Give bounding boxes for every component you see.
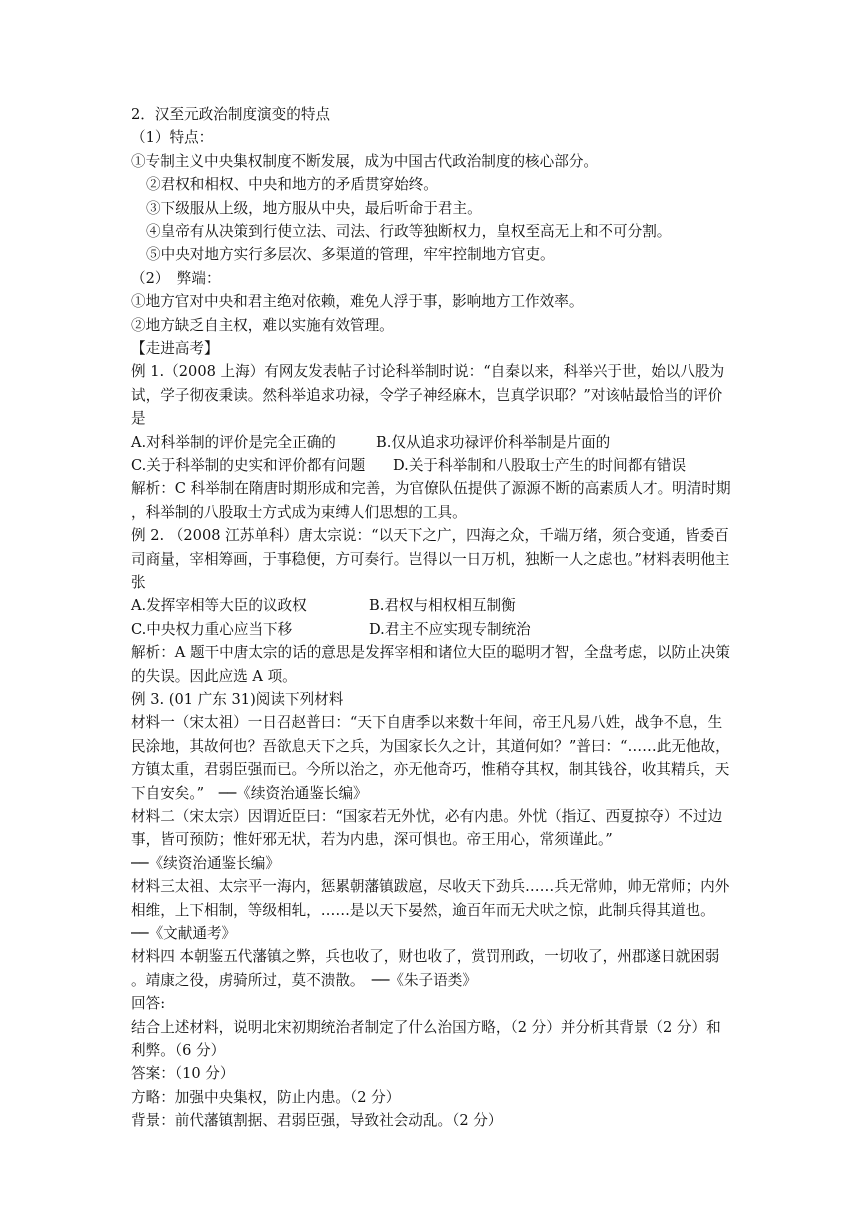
features-heading: （1）特点： [131,129,214,147]
answer-heading: 答案：（10 分） [131,1065,235,1083]
answer-background: 背景：前代藩镇割据、君弱臣强，导致社会动乱。（2 分） [131,1112,503,1130]
example3-question: 结合上述材料，说明北宋初期统治者制定了什么治国方略，（2 分）并分析其背景（2 分）和利弊。（6 分） [131,1018,721,1059]
drawbacks-heading: （2） 弊端： [131,269,221,287]
example2-analysis: 解析：A 题干中唐太宗的话的意思是发挥宰相和诸位大臣的聪明才智，全盘考虑，以防止决策的失误。因此应选 A 项。 [131,644,730,685]
option-b: B.仅从追求功禄评价科举制是片面的 [376,433,611,451]
example1-options-row [131,454,731,477]
feature-item: ④皇帝有从决策到行使立法、司法、行政等独断权力，皇权至高无上和不可分割。 [146,222,672,240]
option-a: A.对科举制的评价是完全正确的 [131,433,336,451]
feature-item: ①专制主义中央集权制度不断发展，成为中国古代政治制度的核心部分。 [131,152,599,170]
example1-options-row [131,431,731,454]
drawback-item: ②地方缺乏自主权，难以实施有效管理。 [131,316,394,334]
option-d: D.君主不应实现专制统治 [369,620,531,638]
feature-item: ③下级服从上级，地方服从中央，最后听命于君主。 [146,199,482,217]
feature-item: ⑤中央对地方实行多层次、多渠道的管理，牢牢控制地方官吏。 [146,246,555,264]
material-1: 材料一（宋太祖）一日召赵普曰：“天下自唐季以来数十年间，帝王凡易八姓，战争不息，生民涂地，其故何也？吾欲息天下之兵，为国家长久之计，其道何如？”普曰：“……此无他故，方镇太重，君弱臣强而已。今所以治之，亦无他奇巧，惟稍夺其权，制其钱谷，收其精兵，天下自安矣。” ──《续资治通鉴长编》 [131,714,730,802]
answer-label: 回答: [131,995,166,1013]
material-2-source: ──《续资治通鉴长编》 [131,854,280,872]
example2-options-row [131,618,731,641]
feature-item: ②君权和相权、中央和地方的矛盾贯穿始终。 [146,176,438,194]
material-3: 材料三太祖、太宗平一海内，惩累朝藩镇跋扈，尽收天下劲兵……兵无常帅，帅无常师；内外相维，上下相制，等级相轧，……是以天下晏然，逾百年而无犬吠之惊，此制兵得其道也。 [131,878,730,919]
document-body [131,103,731,1133]
drawback-item: ①地方官对中央和君主绝对依赖，难免人浮于事，影响地方工作效率。 [131,293,584,311]
option-c: C.关于科举制的史实和评价都有问题 [131,456,366,474]
example2-question: 例 2. （2008 江苏单科）唐太宗说：“以天下之广，四海之众，千端万绪，须合变通，皆委百司商量，宰相筹画，于事稳便，方可奏行。岂得以一日万机，独断一人之虑也。”材料表明他主张 [131,527,730,591]
example2-options-row [131,594,731,617]
option-b: B.君权与相权相互制衡 [369,597,516,615]
exam-heading: 【走进高考】 [131,339,219,357]
example3-heading: 例 3. (01 广东 31)阅读下列材料 [131,690,344,708]
material-4: 材料四 本朝鉴五代藩镇之弊，兵也收了，财也收了，赏罚刑政，一切收了，州郡遂日就困弱。靖康之役，虏骑所过，莫不溃散。 ──《朱子语类》 [131,948,720,989]
option-d: D.关于科举制和八股取士产生的时间都有错误 [393,456,687,474]
example1-analysis: 解析：C 科举制在隋唐时期形成和完善，为官僚队伍提供了源源不断的高素质人才。明清时期，科举制的八股取士方式成为束缚人们思想的工具。 [131,480,731,521]
section-title: 2．汉至元政治制度演变的特点 [131,106,331,123]
example1-question: 例 1.（2008 上海）有网友发表帖子讨论科举制时说：“自秦以来，科举兴于世，始以八股为试，学子彻夜秉读。然科举追求功禄，令学子神经麻木，岂真学识耶？”对该帖最恰当的评价是 [131,363,725,428]
material-2: 材料二（宋太宗）因谓近臣曰：“国家若无外忧，必有内患。外忧（指辽、西夏掠夺）不过边事，皆可预防；惟奸邪无状，若为内患，深可惧也。帝王用心，常须谨此。” [131,807,723,849]
option-a: A.发挥宰相等大臣的议政权 [131,597,307,615]
option-c: C.中央权力重心应当下移 [131,620,293,638]
material-3-source: ──《文献通考》 [131,924,237,942]
answer-strategy: 方略：加强中央集权，防止内患。（2 分） [131,1088,401,1106]
